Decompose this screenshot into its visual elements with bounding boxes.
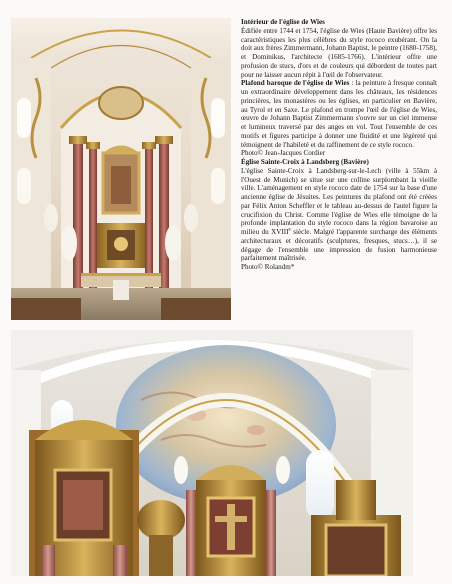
photo-credit: Photo© Rolandm* <box>241 263 295 271</box>
century-superscript: e <box>288 227 291 233</box>
section-sainte-croix <box>241 158 437 272</box>
section-body: Édifiée entre 1744 et 1754, l'église de Wies (Haute Bavière) offre les caractéristiques les plus célèbres du style rococo exubérant. On la doit aux frères Zimmermann, Johann Baptist, le peintre (1680-1758), et Dominikus, l'architecte (1685-1766). L'intérieur offre une profusion de stucs, d'ors et de couleurs qui débordent de toutes part pour ne laisser aucun répit à l'œil de l'observateur. <box>241 26 438 79</box>
section-heading: Intérieur de l'église de Wies <box>241 18 325 26</box>
photo-sainte-croix-landsberg <box>11 330 413 576</box>
photo-credit: Photo© Jean-Jacques Cordier <box>241 149 326 158</box>
sainte-croix-illustration <box>11 330 413 576</box>
section-wies-interior <box>241 18 437 79</box>
photo-wies-interior <box>11 18 231 320</box>
section-body: L'église Sainte-Croix à Landsberg-sur-le-Lech (ville à 55km à l'Ouest de Munich) se situe sur une colline surplombant la vieille ville. L'aménagement en style rococo date de 1754 sur la base d'une ancienne église de Jésuites. Les peintures du plafond ont été créées par Félix Anton Scheffler et le tableau au-dessus de l'autel figure la crucifixion du Christ. Comme l'église de Wies elle témoigne de la profonde implantation du style rococo dans la région bavaroise au milieu du XVIII <box>241 166 437 236</box>
section-body: : la peinture à fresque connaît un extraordinaire développement dans les châteaux, les résidences princières, les monastères ou les églises, en particulier en Bavière, au Tyrol et en Saxe. Le plafond en trompe l'œil de l'église de Wies, œuvre de Johann Baptist Zimmermann s'ouvre sur un ciel immense et lumineux traversé par des anges en vol. Tout l'ensemble de ces motifs et figures participe à donner une fluidité et une légèreté qui témoignent de l'habileté et du raffinement de ce style rococo. <box>241 79 437 149</box>
section-heading: Église Sainte-Croix à Landsberg (Bavière) <box>241 158 369 166</box>
article-text <box>241 18 437 318</box>
wies-interior-illustration <box>11 18 231 320</box>
section-body-continued: siècle. Malgré l'apparente surcharge des éléments architecturaux et décoratifs (sculptures, fresques, stucs…), il se dégage de l'ensemble une impression de fusion harmonieuse parfaitement maîtrisée. <box>241 228 437 263</box>
section-wies-ceiling <box>241 79 437 158</box>
section-heading: Plafond baroque de l'église de Wies <box>241 79 350 88</box>
